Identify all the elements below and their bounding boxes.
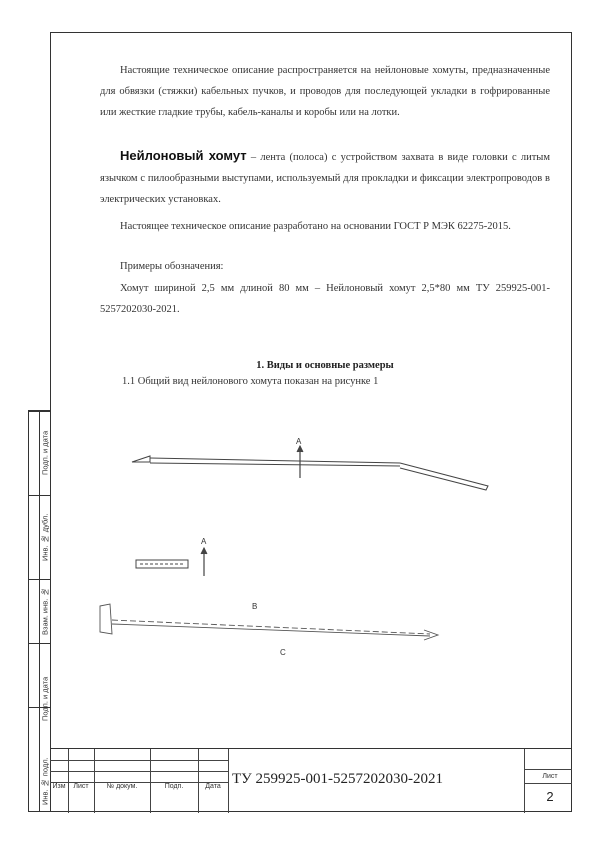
side-label-inv-podl: Инв. № подл. [40, 757, 50, 805]
col-data: Дата [205, 783, 221, 790]
col-list: Лист [73, 783, 89, 790]
sheet-label: Лист [542, 773, 558, 780]
col-doc: № докум. [106, 783, 138, 790]
side-label-podp-data-1: Подп. и дата [40, 676, 50, 722]
label-b: B [252, 602, 258, 611]
side-label-inv-dubl: Инв. № дубл. [40, 513, 50, 561]
term-definition: – лента (полоса) с устройством захвата в виде головки с литым язычком с пилообразными выступами, используемый для прокладки и фиксации электропроводов в электрических установках. [100, 152, 550, 205]
paragraph-examples-label: Примеры обозначения: [120, 261, 224, 272]
tie-top-view [132, 446, 488, 490]
section-title: 1. Виды и основные размеры [256, 360, 394, 371]
paragraph-intro: Настоящие техническое описание распространяется на нейлоновые хомуты, предназначенные для обвязки (стяжки) кабельных пучков, и проводов для последующей укладки в гофрированные или жесткие гладкие трубы, кабель-каналы и коробы или на лотки. [100, 65, 550, 118]
label-a-left: A [201, 537, 207, 546]
label-c: C [280, 648, 286, 657]
sheet-number: 2 [546, 789, 554, 804]
side-label-podp-data-2: Подп. и дата [40, 430, 50, 476]
paragraph-example: Хомут шириной 2,5 мм длиной 80 мм – Нейлоновый хомут 2,5*80 мм ТУ 259925-001-5257202030-2021. [100, 283, 550, 315]
side-label-vzam-inv: Взам. инв. № [40, 587, 50, 635]
paragraph-standard: Настоящее техническое описание разработано на основании ГОСТ Р МЭК 62275-2015. [120, 221, 511, 232]
tie-length-view [100, 604, 438, 640]
col-izm: Изм [52, 783, 66, 790]
section-line: 1.1 Общий вид нейлонового хомута показан на рисунке 1 [122, 376, 379, 387]
document-number: ТУ 259925-001-5257202030-2021 [232, 771, 444, 787]
tie-section-view [136, 548, 207, 576]
title-block [50, 748, 572, 812]
term-heading: Нейлоновый хомут [120, 148, 247, 163]
label-a-top: A [296, 437, 302, 446]
col-podp: Подп. [164, 783, 184, 790]
